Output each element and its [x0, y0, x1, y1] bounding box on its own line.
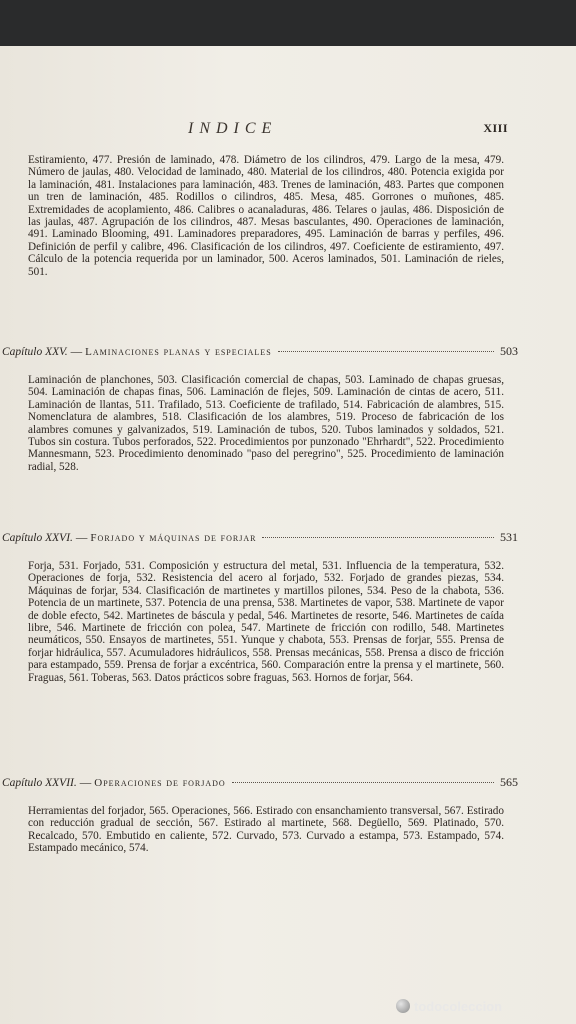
chapter-dash: —	[75, 532, 88, 544]
chapter-title: Operaciones de forjado	[94, 777, 226, 789]
coin-icon	[396, 999, 410, 1013]
chapter-heading-xxv	[2, 344, 518, 360]
book-page	[0, 46, 576, 1024]
watermark	[396, 996, 572, 1016]
leader-dots	[278, 351, 494, 352]
chapter-number: Capítulo XXV.	[2, 346, 68, 358]
chapter-dash: —	[70, 346, 83, 358]
chapter-heading-xxvii	[2, 775, 518, 791]
intro-paragraph: Estiramiento, 477. Presión de laminado, 478. Diámetro de los cilindros, 479. Largo de la mesa, 479. Número de jaulas, 480. Velocidad de laminado, 480. Material de los cilindros, 480. Potencia exigida por la laminación, 481. Instalaciones para laminación, 483. Trenes de laminación, 483. Partes que componen un tren de laminación, 485. Rodillos o cilindros, 485. Mesa, 485. Gorrones o muñones, 485. Extremidades de acoplamiento, 486. Calibres o acanaladuras, 486. Telares o jaulas, 486. Disposición de las jaulas, 487. Agrupación de los cilindros, 487. Mesas basculantes, 490. Operaciones de laminación, 491. Laminado Blooming, 491. Laminadores preparadores, 495. Laminación de barras y perfiles, 496. Definición de perfil y calibre, 496. Clasificación de los cilindros, 497. Coeficiente de estiramiento, 497. Cálculo de la potencia requerida por un laminador, 500. Aceros laminados, 501. Laminación de rieles, 501.	[28, 154, 504, 278]
chapter-number: Capítulo XXVI.	[2, 532, 73, 544]
chapter-page: 565	[500, 775, 518, 789]
watermark-text: todocoleccion	[414, 998, 503, 1014]
page-header	[0, 120, 576, 140]
page-title: INDICE	[188, 120, 278, 137]
leader-dots	[262, 537, 494, 538]
chapter-xxvi-contents: Forja, 531. Forjado, 531. Composición y estructura del metal, 531. Influencia de la temperatura, 532. Operaciones de forja, 532. Resistencia del acero al forjado, 532. Forjado de grandes piezas, 534. Máquinas de forjar, 534. Clasificación de martinetes y martillos pilones, 534. Peso de la chabota, 536. Potencia de un martinete, 537. Potencia de una prensa, 538. Martinetes de vapor, 538. Martinete de vapor de doble efecto, 542. Martinetes de báscula y pedal, 546. Martinetes de resorte, 546. Martinetes de caída libre, 546. Martinete de fricción con polea, 547. Martinete de fricción con rodillo, 548. Martinetes neumáticos, 550. Ensayos de martinetes, 551. Yunque y chabota, 553. Prensas de forjar, 555. Prensa de forjar hidráulica, 557. Acumuladores hidráulicos, 558. Prensas mecánicas, 558. Prensa a disco de fricción para estampado, 559. Prensa de forjar a excéntrica, 560. Comparación entre la prensa y el martinete, 560. Fraguas, 561. Toberas, 563. Datos prácticos sobre fraguas, 563. Hornos de forjar, 564.	[28, 560, 504, 684]
chapter-title: Forjado y máquinas de forjar	[90, 532, 257, 544]
leader-dots	[232, 782, 494, 783]
chapter-page: 531	[500, 530, 518, 544]
chapter-dash: —	[79, 777, 92, 789]
chapter-title: Laminaciones planas y especiales	[85, 346, 272, 358]
chapter-xxv-contents: Laminación de planchones, 503. Clasificación comercial de chapas, 503. Laminado de chapas gruesas, 504. Laminación de chapas finas, 506. Laminación de flejes, 509. Laminación de cintas de acero, 511. Laminación de llantas, 511. Trafilado, 513. Coeficiente de trafilado, 514. Fabricación de alambres, 515. Nomenclatura de alambres, 518. Clasificación de los alambres, 519. Proceso de fabricación de los alambres comunes y galvanizados, 519. Laminación de tubos, 520. Tubos laminados y soldados, 521. Tubos sin costura. Tubos perforados, 522. Procedimientos por punzonado "Ehrhardt", 522. Procedimiento Mannesmann, 523. Procedimiento denominado "paso del peregrino", 525. Procedimiento de laminación radial, 528.	[28, 374, 504, 473]
page-number: XIII	[483, 121, 508, 135]
chapter-xxvii-contents: Herramientas del forjador, 565. Operaciones, 566. Estirado con ensanchamiento transversal, 567. Estirado con reducción gradual de sección, 567. Estirado al martinete, 568. Degüello, 569. Platinado, 570. Recalcado, 570. Embutido en caliente, 572. Curvado, 573. Curvado a estampa, 573. Estampado, 574. Estampado mecánico, 574.	[28, 805, 504, 855]
chapter-heading-xxvi	[2, 530, 518, 546]
chapter-page: 503	[500, 344, 518, 358]
chapter-number: Capítulo XXVII.	[2, 777, 77, 789]
